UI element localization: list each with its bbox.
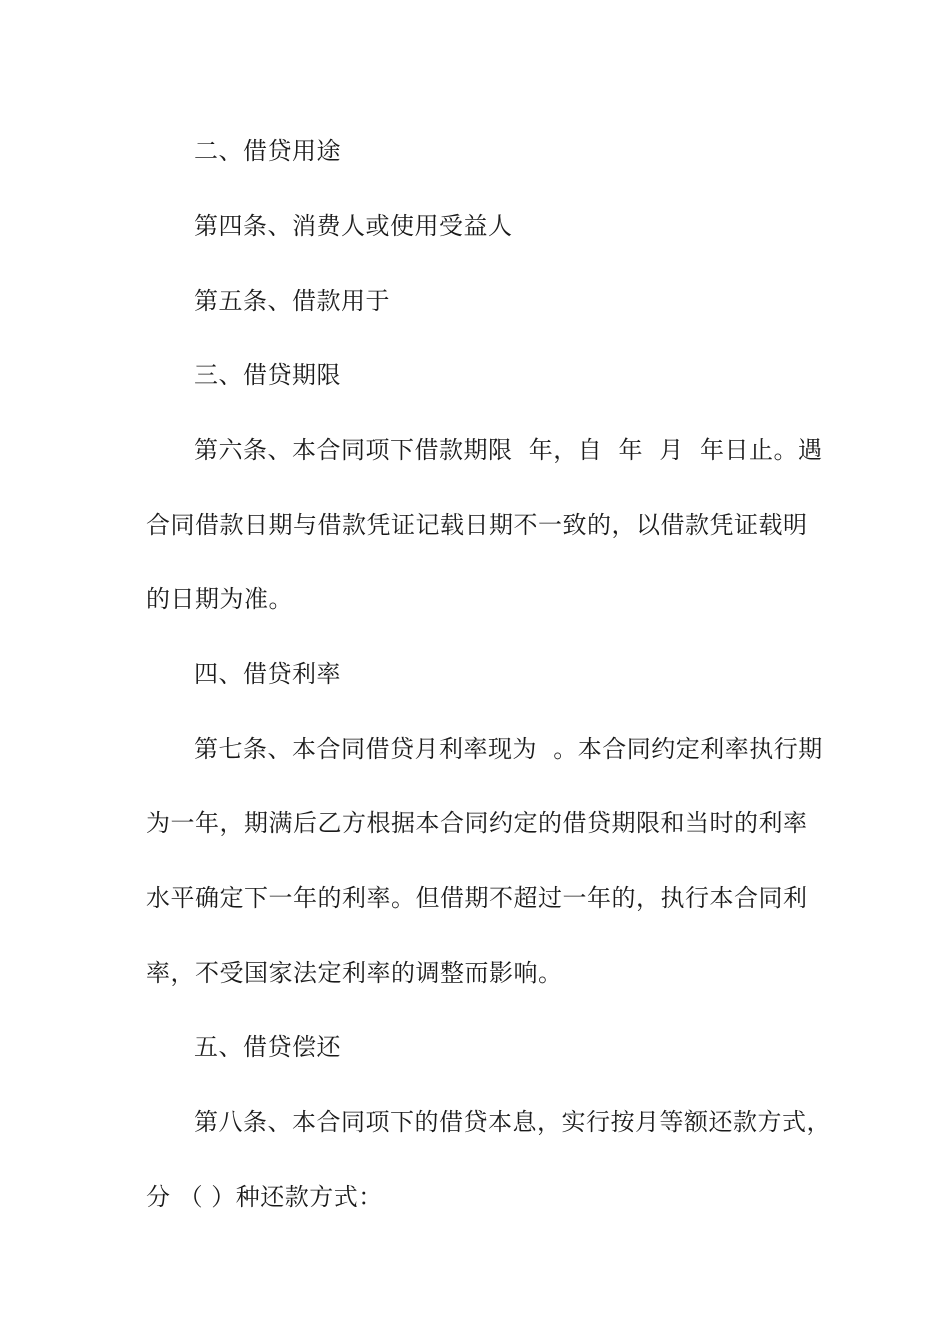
article-7-line-4: 率，不受国家法定利率的调整而影响。: [146, 959, 563, 987]
article-7-line-3: 水平确定下一年的利率。但借期不超过一年的，执行本合同利: [146, 884, 808, 912]
article-7-line-2: 为一年，期满后乙方根据本合同约定的借贷期限和当时的利率: [146, 809, 808, 837]
article-6-line-3: 的日期为准。: [146, 585, 293, 613]
article-8-line-2: 分 （ ）种还款方式：: [146, 1183, 383, 1211]
section-heading-term: 三、借贷期限: [194, 361, 341, 389]
article-4: 第四条、消费人或使用受益人: [194, 212, 513, 240]
article-8-line-1: 第八条、本合同项下的借贷本息，实行按月等额还款方式，: [194, 1108, 831, 1136]
section-heading-purpose: 二、借贷用途: [194, 137, 341, 165]
section-heading-rate: 四、借贷利率: [194, 660, 341, 688]
article-6-line-1: 第六条、本合同项下借款期限 年，自 年 月 年日止。遇: [194, 436, 823, 464]
section-heading-repayment: 五、借贷偿还: [194, 1033, 341, 1061]
article-7-line-1: 第七条、本合同借贷月利率现为 。本合同约定利率执行期: [194, 735, 823, 763]
article-6-line-2: 合同借款日期与借款凭证记载日期不一致的，以借款凭证载明: [146, 511, 808, 539]
article-5: 第五条、借款用于: [194, 287, 390, 315]
